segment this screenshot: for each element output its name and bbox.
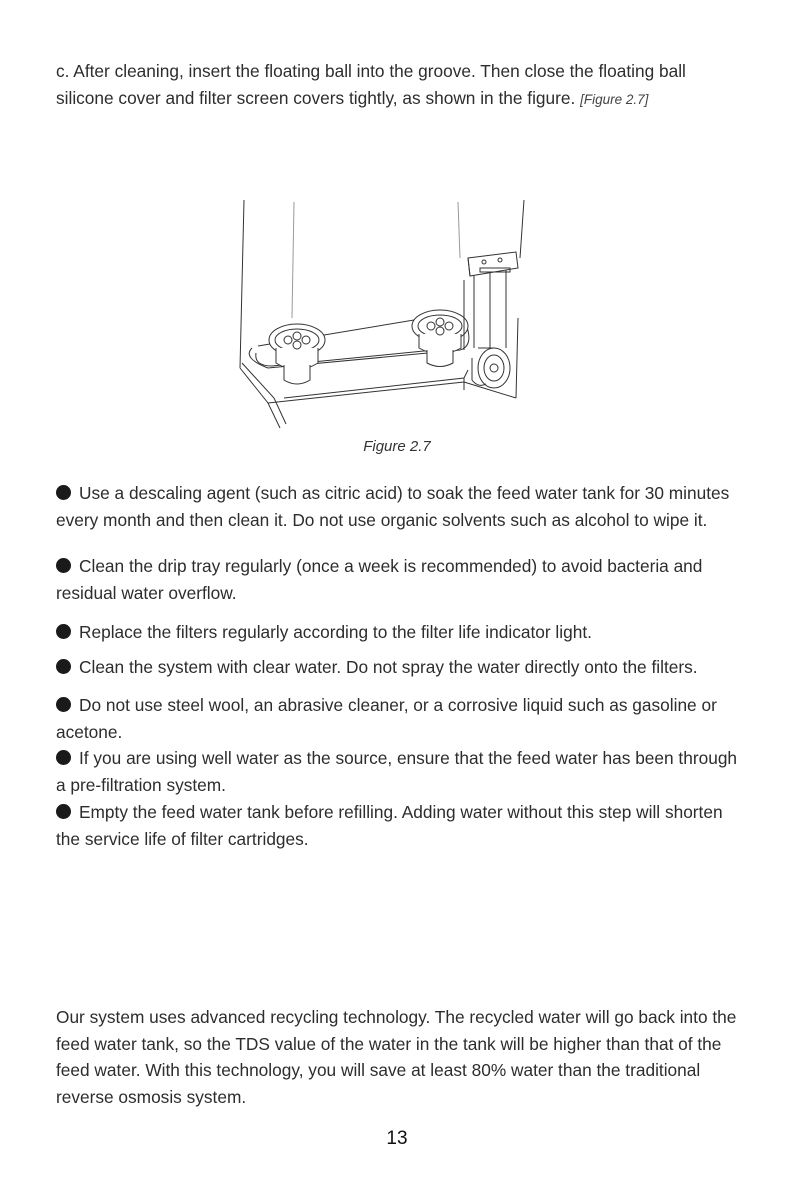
bullet-text: Use a descaling agent (such as citric acid) to soak the feed water tank for 30 minutes every month and then clean it. Do not use organic solvents such as alcohol to wipe it. [56, 483, 730, 530]
bullet-text: Clean the system with clear water. Do not spray the water directly onto the filters. [79, 657, 698, 677]
bullet-item [56, 553, 746, 606]
step-c-paragraph [56, 58, 746, 113]
bullet-text: Clean the drip tray regularly (once a week is recommended) to avoid bacteria and residual water overflow. [56, 556, 703, 603]
bullet-text: Replace the filters regularly according to the filter life indicator light. [79, 622, 592, 642]
page-number: 13 [386, 1128, 408, 1149]
bullet-dot-icon [56, 485, 71, 500]
bullet-dot-icon [56, 750, 71, 765]
bullet-text: Empty the feed water tank before refilling. Adding water without this step will shorten the service life of filter cartridges. [56, 802, 723, 849]
step-c-text: c. After cleaning, insert the floating ball into the groove. Then close the floating ball silicone cover and filter screen covers tightly, as shown in the figure. [56, 61, 686, 108]
bullet-dot-icon [56, 558, 71, 573]
bullet-item [56, 745, 746, 798]
bullet-dot-icon [56, 804, 71, 819]
bullet-dot-icon [56, 624, 71, 639]
recycling-paragraph: Our system uses advanced recycling technology. The recycled water will go back into the feed water tank, so the TDS value of the water in the tank will be higher than that of the feed water. With this technology, you will save at least 80% water than the traditional reverse osmosis system. [56, 1007, 737, 1107]
bullet-item [56, 480, 746, 533]
bullet-item [56, 654, 746, 681]
figure-reference: [Figure 2.7] [580, 91, 649, 107]
bullet-text: Do not use steel wool, an abrasive cleaner, or a corrosive liquid such as gasoline or acetone. [56, 695, 717, 742]
figure-2-7-illustration [228, 198, 528, 430]
bullet-item [56, 692, 746, 745]
bullet-item [56, 619, 746, 646]
bullet-dot-icon [56, 697, 71, 712]
bullet-item [56, 799, 746, 852]
figure-caption: Figure 2.7 [363, 438, 431, 455]
bullet-text: If you are using well water as the source, ensure that the feed water has been through a pre-filtration system. [56, 748, 738, 795]
bullet-dot-icon [56, 659, 71, 674]
